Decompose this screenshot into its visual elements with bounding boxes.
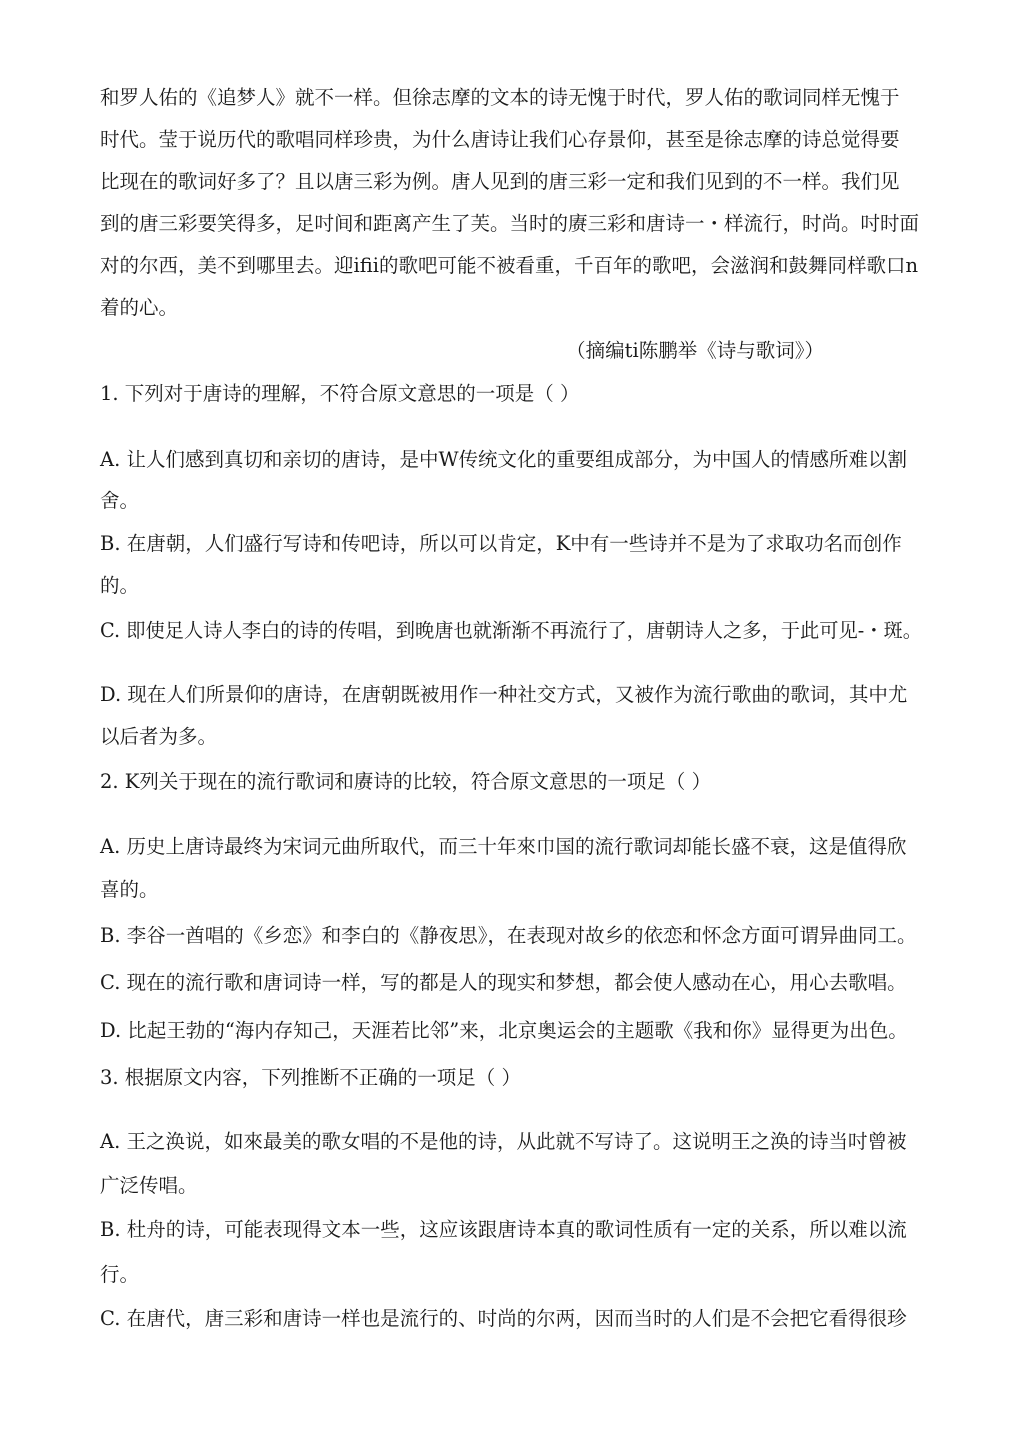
option-line: A. 历史上唐诗最终为宋词元曲所取代，而三十年來巾国的流行歌词却能长盛不衰，这是值得欣 xyxy=(100,835,907,858)
passage-line: 比现在的歌词好多了？且以唐三彩为例。唐人见到的唐三彩一定和我们见到的不一样。我们见 xyxy=(100,170,900,193)
passage-line: 到的唐三彩要笑得多，足吋间和距离产生了芙。当时的赓三彩和唐诗一・样流行，时尚。吋时面 xyxy=(100,212,920,235)
option-line: D. 比起王勃的“海内存知己，天涯若比邻”来，北京奥运会的主题歌《我和你》显得更为出色。 xyxy=(100,1019,908,1042)
option-line: 的。 xyxy=(100,574,140,597)
option-line: 喜的。 xyxy=(100,878,159,901)
option-line: 舍。 xyxy=(100,489,140,512)
option-line: A. 王之涣说，如來最美的歌女唱的不是他的诗，从此就不写诗了。这说明王之涣的诗当吋曾被 xyxy=(100,1130,907,1153)
option-line: 行。 xyxy=(100,1263,140,1286)
passage-line: 时代。莹于说历代的歌唱同样珍贵，为什么唐诗让我们心存景仰，甚至是徐志摩的诗总觉得要 xyxy=(100,128,900,151)
option-line: C. 现在的流行歌和唐词诗一样，写的都是人的现实和梦想，都会使人感动在心，用心去歌唱。 xyxy=(100,971,907,994)
option-line: 广泛传唱。 xyxy=(100,1174,198,1197)
option-line: C. 在唐代，唐三彩和唐诗一样也是流行的、吋尚的尔两，因而当时的人们是不会把它看得很珍 xyxy=(100,1307,907,1330)
passage-line: 对的尔西，美不到哪里去。迎ifii的歌吧可能不被看重，千百年的歌吧，会滋润和鼓舞同样歌口n xyxy=(100,254,919,277)
option-line: D. 现在人们所景仰的唐诗，在唐朝既被用作一种社交方式，又被作为流行歌曲的歌词，其中尤 xyxy=(100,683,908,706)
option-line: A. 让人们感到真切和亲切的唐诗，是中W传统文化的重要组成部分，为中国人的情感所难以割 xyxy=(100,448,908,471)
question-stem: 3. 根据原文内容，下列推断不正确的一项足（ ） xyxy=(100,1066,522,1089)
option-line: C. 即使足人诗人李白的诗的传唱，到晚唐也就渐渐不再流行了，唐朝诗人之多，于此可见-・斑。 xyxy=(100,619,923,642)
passage-source: （摘编ti陈鹏举《诗与歌词》） xyxy=(566,339,824,362)
passage-line: 着的心。 xyxy=(100,296,179,319)
question-stem: 1. 下列对于唐诗的理解，不符合原文意思的一项是（ ） xyxy=(100,382,580,405)
option-line: 以后者为多。 xyxy=(100,725,218,748)
option-line: B. 李谷一酋唱的《乡恋》和李白的《静夜思》，在表现对故乡的依恋和怀念方面可谓异曲同工。 xyxy=(100,924,917,947)
passage-line: 和罗人佑的《追梦人》就不一样。但徐志摩的文本的诗无愧于时代，罗人佑的歌词同样无愧于 xyxy=(100,86,900,109)
question-stem: 2. K列关于现在的流行歌词和赓诗的比较，符合原文意思的一项足（ ） xyxy=(100,770,712,793)
option-line: B. 杜舟的诗，可能表现得文本一些，这应该跟唐诗本真的歌词性质有一定的关系，所以难以流 xyxy=(100,1218,907,1241)
option-line: B. 在唐朝，人们盛行写诗和传吧诗，所以可以肯定，K中有一些诗并不是为了求取功名而创作 xyxy=(100,532,902,555)
